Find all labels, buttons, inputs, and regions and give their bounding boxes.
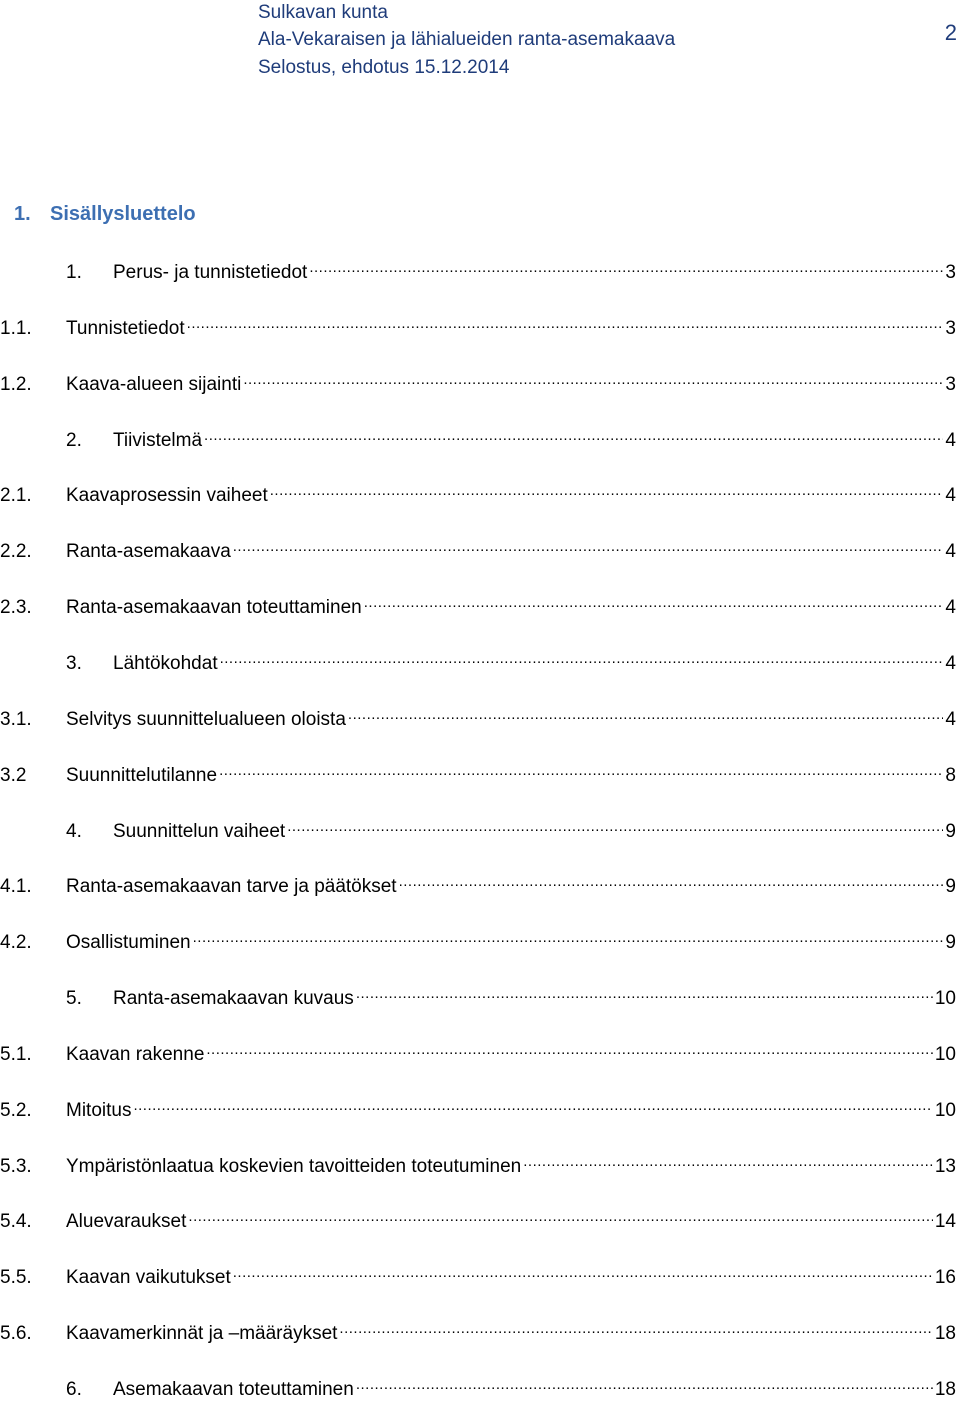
toc-dot-leader [399, 873, 944, 892]
toc-entry-page: 10 [934, 988, 956, 1009]
toc-entry-number: 5.5. [0, 1267, 32, 1288]
toc-entry-label: Suunnittelutilanne [66, 765, 218, 786]
toc-entry-label: Selvitys suunnittelualueen oloista [66, 709, 346, 730]
toc-entry[interactable] [0, 371, 956, 397]
toc-entry[interactable] [0, 1041, 956, 1067]
toc-entry-number: 5.4. [0, 1211, 32, 1232]
toc-entry-page: 16 [934, 1267, 956, 1288]
toc-entry[interactable] [0, 650, 956, 676]
toc-entry-label: Tiivistelmä [113, 430, 203, 451]
toc-dot-leader [133, 1097, 932, 1116]
toc-entry-label: Ympäristönlaatua koskevien tavoitteiden toteutuminen [66, 1156, 522, 1177]
toc-entry-label: Mitoitus [66, 1100, 132, 1121]
toc-dot-leader [270, 482, 944, 501]
toc-entry-label: Kaavan rakenne [66, 1044, 205, 1065]
toc-entry-number: 2. [66, 430, 82, 451]
toc-dot-leader [219, 762, 943, 781]
toc-entry[interactable] [0, 1208, 956, 1234]
toc-entry-page: 4 [945, 485, 956, 506]
toc-dot-leader [243, 371, 943, 390]
toc-entry-number: 2.1. [0, 485, 32, 506]
toc-entry-label: Lähtökohdat [113, 653, 218, 674]
toc-entry[interactable] [0, 427, 956, 453]
toc-entry[interactable] [0, 538, 956, 564]
toc-entry-number: 4.1. [0, 876, 32, 897]
toc-entry[interactable] [0, 594, 956, 620]
toc-entry[interactable] [0, 929, 956, 955]
toc-heading-number: 1. [14, 203, 31, 225]
toc-entry-number: 5.3. [0, 1156, 32, 1177]
toc-entry-number: 3.2 [0, 765, 27, 786]
toc-entry-number: 5.2. [0, 1100, 32, 1121]
toc-entry-number: 2.3. [0, 597, 32, 618]
toc-dot-leader [233, 1264, 933, 1283]
toc-entry-page: 18 [934, 1323, 956, 1344]
toc-entry[interactable] [0, 1320, 956, 1346]
toc-dot-leader [356, 985, 933, 1004]
toc-entry-number: 3.1. [0, 709, 32, 730]
toc-entry-label: Asemakaavan toteuttaminen [113, 1379, 354, 1400]
toc-dot-leader [204, 427, 943, 446]
toc-entry-label: Ranta-asemakaavan tarve ja päätökset [66, 876, 397, 897]
toc-entry-page: 3 [945, 318, 956, 339]
toc-dot-leader [193, 929, 944, 948]
toc-entry[interactable] [0, 873, 956, 899]
toc-entry-label: Ranta-asemakaavan kuvaus [113, 988, 354, 1009]
toc-entry-label: Perus- ja tunnistetiedot [113, 262, 308, 283]
toc-entry-page: 8 [945, 765, 956, 786]
toc-entry-label: Kaavaprosessin vaiheet [66, 485, 268, 506]
toc-entry-label: Osallistuminen [66, 932, 191, 953]
toc-entry-page: 9 [945, 932, 956, 953]
toc-entry[interactable] [0, 706, 956, 732]
toc-dot-leader [287, 818, 943, 837]
toc-entry-page: 4 [945, 597, 956, 618]
toc-entry[interactable] [0, 1264, 956, 1290]
toc-dot-leader [309, 259, 943, 278]
toc-dot-leader [356, 1376, 933, 1395]
toc-entry-page: 10 [934, 1044, 956, 1065]
toc-entry-number: 4. [66, 821, 82, 842]
toc-entry[interactable] [0, 1376, 956, 1402]
toc-dot-leader [348, 706, 944, 725]
toc-entry-number: 1. [66, 262, 82, 283]
toc-entry[interactable] [0, 1153, 956, 1179]
toc-entry[interactable] [0, 482, 956, 508]
toc-entry-page: 14 [934, 1211, 956, 1232]
toc-entry-label: Kaava-alueen sijainti [66, 374, 242, 395]
toc-entry-number: 1.1. [0, 318, 32, 339]
toc-entry-label: Kaavamerkinnät ja –määräykset [66, 1323, 338, 1344]
toc-entry[interactable] [0, 315, 956, 341]
toc-entry-number: 6. [66, 1379, 82, 1400]
toc-entry-number: 1.2. [0, 374, 32, 395]
toc-entry[interactable] [0, 259, 956, 285]
header-document-status: Selostus, ehdotus 15.12.2014 [258, 57, 510, 78]
toc-entry-page: 9 [945, 876, 956, 897]
toc-entry-number: 2.2. [0, 541, 32, 562]
toc-entry-page: 13 [934, 1156, 956, 1177]
toc-dot-leader [523, 1153, 933, 1172]
toc-entry-label: Kaavan vaikutukset [66, 1267, 231, 1288]
header-plan-title: Ala-Vekaraisen ja lähialueiden ranta-asemakaava [258, 29, 676, 50]
toc-entry[interactable] [0, 762, 956, 788]
toc-entry-page: 3 [945, 374, 956, 395]
toc-entry-page: 4 [945, 709, 956, 730]
toc-entry-label: Suunnittelun vaiheet [113, 821, 286, 842]
toc-entry-number: 3. [66, 653, 82, 674]
toc-dot-leader [206, 1041, 932, 1060]
toc-dot-leader [188, 1208, 932, 1227]
toc-entry[interactable] [0, 985, 956, 1011]
toc-entry-page: 18 [934, 1379, 956, 1400]
toc-entry[interactable] [0, 818, 956, 844]
toc-entry-page: 3 [945, 262, 956, 283]
toc-dot-leader [233, 538, 944, 557]
toc-entry-page: 10 [934, 1100, 956, 1121]
toc-entry[interactable] [0, 1097, 956, 1123]
toc-entry-page: 4 [945, 430, 956, 451]
toc-dot-leader [220, 650, 944, 669]
toc-entry-page: 9 [945, 821, 956, 842]
toc-dot-leader [364, 594, 944, 613]
toc-entry-page: 4 [945, 653, 956, 674]
toc-heading-label: Sisällysluettelo [50, 203, 196, 225]
toc-entry-label: Ranta-asemakaava [66, 541, 231, 562]
toc-dot-leader [187, 315, 944, 334]
toc-entry-number: 5.6. [0, 1323, 32, 1344]
toc-entry-number: 4.2. [0, 932, 32, 953]
toc-entry-label: Tunnistetiedot [66, 318, 185, 339]
toc-dot-leader [339, 1320, 932, 1339]
toc-entry-label: Aluevaraukset [66, 1211, 187, 1232]
page-number: 2 [944, 20, 957, 45]
toc-entry-label: Ranta-asemakaavan toteuttaminen [66, 597, 362, 618]
header-municipality: Sulkavan kunta [258, 2, 388, 23]
toc-entry-page: 4 [945, 541, 956, 562]
toc-entry-number: 5.1. [0, 1044, 32, 1065]
toc-entry-number: 5. [66, 988, 82, 1009]
toc-heading [14, 203, 196, 226]
